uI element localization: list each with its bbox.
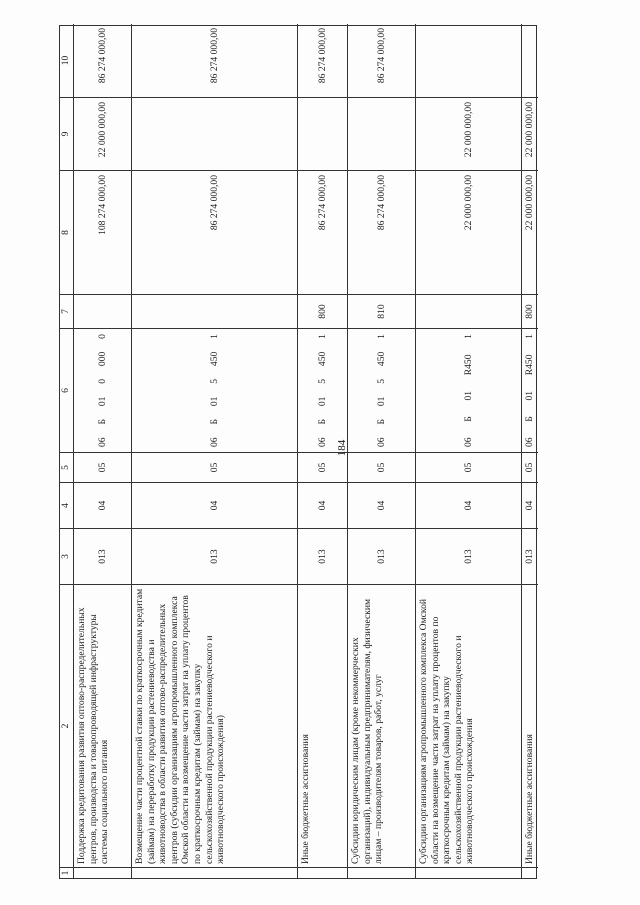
row-sum-2: 22 000 000,00	[416, 97, 521, 170]
page-number: 184	[336, 439, 348, 457]
row-sum-1: 86 274 000,00	[348, 170, 415, 294]
row-name: Иные бюджетные ассигнования	[298, 584, 347, 867]
header-col-9: 9	[60, 97, 73, 170]
row-grbs: 013	[132, 528, 297, 584]
row-sum-2	[132, 97, 297, 170]
row-csr: 06 Б 01 5 450 1	[348, 328, 415, 452]
table-row	[348, 24, 416, 878]
header-row	[60, 24, 74, 878]
header-col-5: 5	[60, 452, 73, 482]
row-sum-2: 22 000 000,00	[74, 97, 131, 170]
row-sum-3	[416, 24, 521, 97]
row-sum-1: 108 274 000,00	[74, 170, 131, 294]
table-row	[298, 24, 348, 878]
row-vr: 800	[522, 294, 538, 328]
row-sum-3: 86 274 000,00	[316, 28, 328, 84]
row-pr: 05	[522, 452, 538, 482]
row-sum-1: 22 000 000,00	[522, 170, 538, 294]
row-vr	[74, 294, 131, 328]
header-col-7: 7	[60, 294, 73, 328]
row-pr: 05	[348, 452, 415, 482]
header-col-1: 1	[60, 867, 73, 878]
row-sum-3: 86 274 000,00	[96, 28, 108, 84]
row-sum-3	[522, 24, 538, 97]
row-sum-2: 22 000 000,00	[522, 97, 538, 170]
header-col-6: 6	[60, 328, 73, 452]
row-sum-3: 86 274 000,00	[208, 28, 220, 84]
row-grbs: 013	[416, 528, 521, 584]
header-col-3: 3	[60, 528, 73, 584]
row-pr: 05	[298, 452, 347, 482]
budget-table	[59, 25, 537, 879]
row-rz: 04	[416, 482, 521, 528]
row-name: Иные бюджетные ассигнования	[522, 584, 538, 867]
row-pr: 05	[132, 452, 297, 482]
table-row	[522, 24, 538, 878]
row-sum-1: 86 274 000,00	[132, 170, 297, 294]
row-sum-1: 22 000 000,00	[416, 170, 521, 294]
row-rz: 04	[522, 482, 538, 528]
table-row	[416, 24, 522, 878]
table-row	[74, 24, 132, 878]
row-sum-1: 86 274 000,00	[298, 170, 347, 294]
row-name: Поддержка кредитования развития оптово-распределительных центров, производства и товаропроводящей инфраструктуры системы социального питания	[74, 584, 131, 867]
row-csr: 06 Б 01 5 450 1	[132, 328, 297, 452]
header-col-8: 8	[60, 170, 73, 294]
row-pr: 05	[74, 452, 131, 482]
row-csr: 06 Б 01 5 450 1	[298, 328, 347, 452]
row-rz: 04	[132, 482, 297, 528]
budget-table-rotated	[59, 25, 537, 879]
row-pr: 05	[416, 452, 521, 482]
row-vr	[416, 294, 521, 328]
row-grbs: 013	[348, 528, 415, 584]
row-grbs: 013	[74, 528, 131, 584]
table-row	[132, 24, 298, 878]
row-rz: 04	[348, 482, 415, 528]
row-sum-2	[348, 97, 415, 170]
row-sum-2	[298, 97, 347, 170]
row-name: Субсидии организациям агропромышленного комплекса Омской области на возмещение части затрат на уплату процентов по краткосрочным кредитам (займам) на закупку сельскохозяйственной продукции растениеводческого и животноводческого происхождения	[416, 584, 521, 867]
row-rz: 04	[298, 482, 347, 528]
row-name: Субсидии юридическим лицам (кроме некоммерческих организаций), индивидуальным предпринимателям, физическим лицам – производителям товаров, работ, услуг	[348, 584, 415, 867]
header-col-4: 4	[60, 482, 73, 528]
row-rz: 04	[74, 482, 131, 528]
row-vr: 810	[348, 294, 415, 328]
header-col-2: 2	[60, 584, 73, 867]
header-col-10: 10	[60, 55, 71, 66]
row-vr: 800	[298, 294, 347, 328]
row-sum-3: 86 274 000,00	[375, 28, 387, 84]
row-grbs: 013	[298, 528, 347, 584]
row-grbs: 013	[522, 528, 538, 584]
row-csr: 06 Б 01 R450 1	[416, 328, 521, 452]
row-csr: 06 Б 01 0 000 0	[74, 328, 131, 452]
row-name: Возмещение части процентной ставки по краткосрочным кредитам (займам) на переработку продукции растениеводства и животноводства в области развития оптово-распределительных центров (субсидии организациям агропромышленного комплекса Омской области на возмещение части затрат на уплату процентов по краткосрочным кредитам (займам) на закупку сельскохозяйственной продукции растениеводческого и животноводческого происхождения)	[132, 584, 297, 867]
row-csr: 06 Б 01 R450 1	[522, 328, 538, 452]
row-vr	[132, 294, 297, 328]
